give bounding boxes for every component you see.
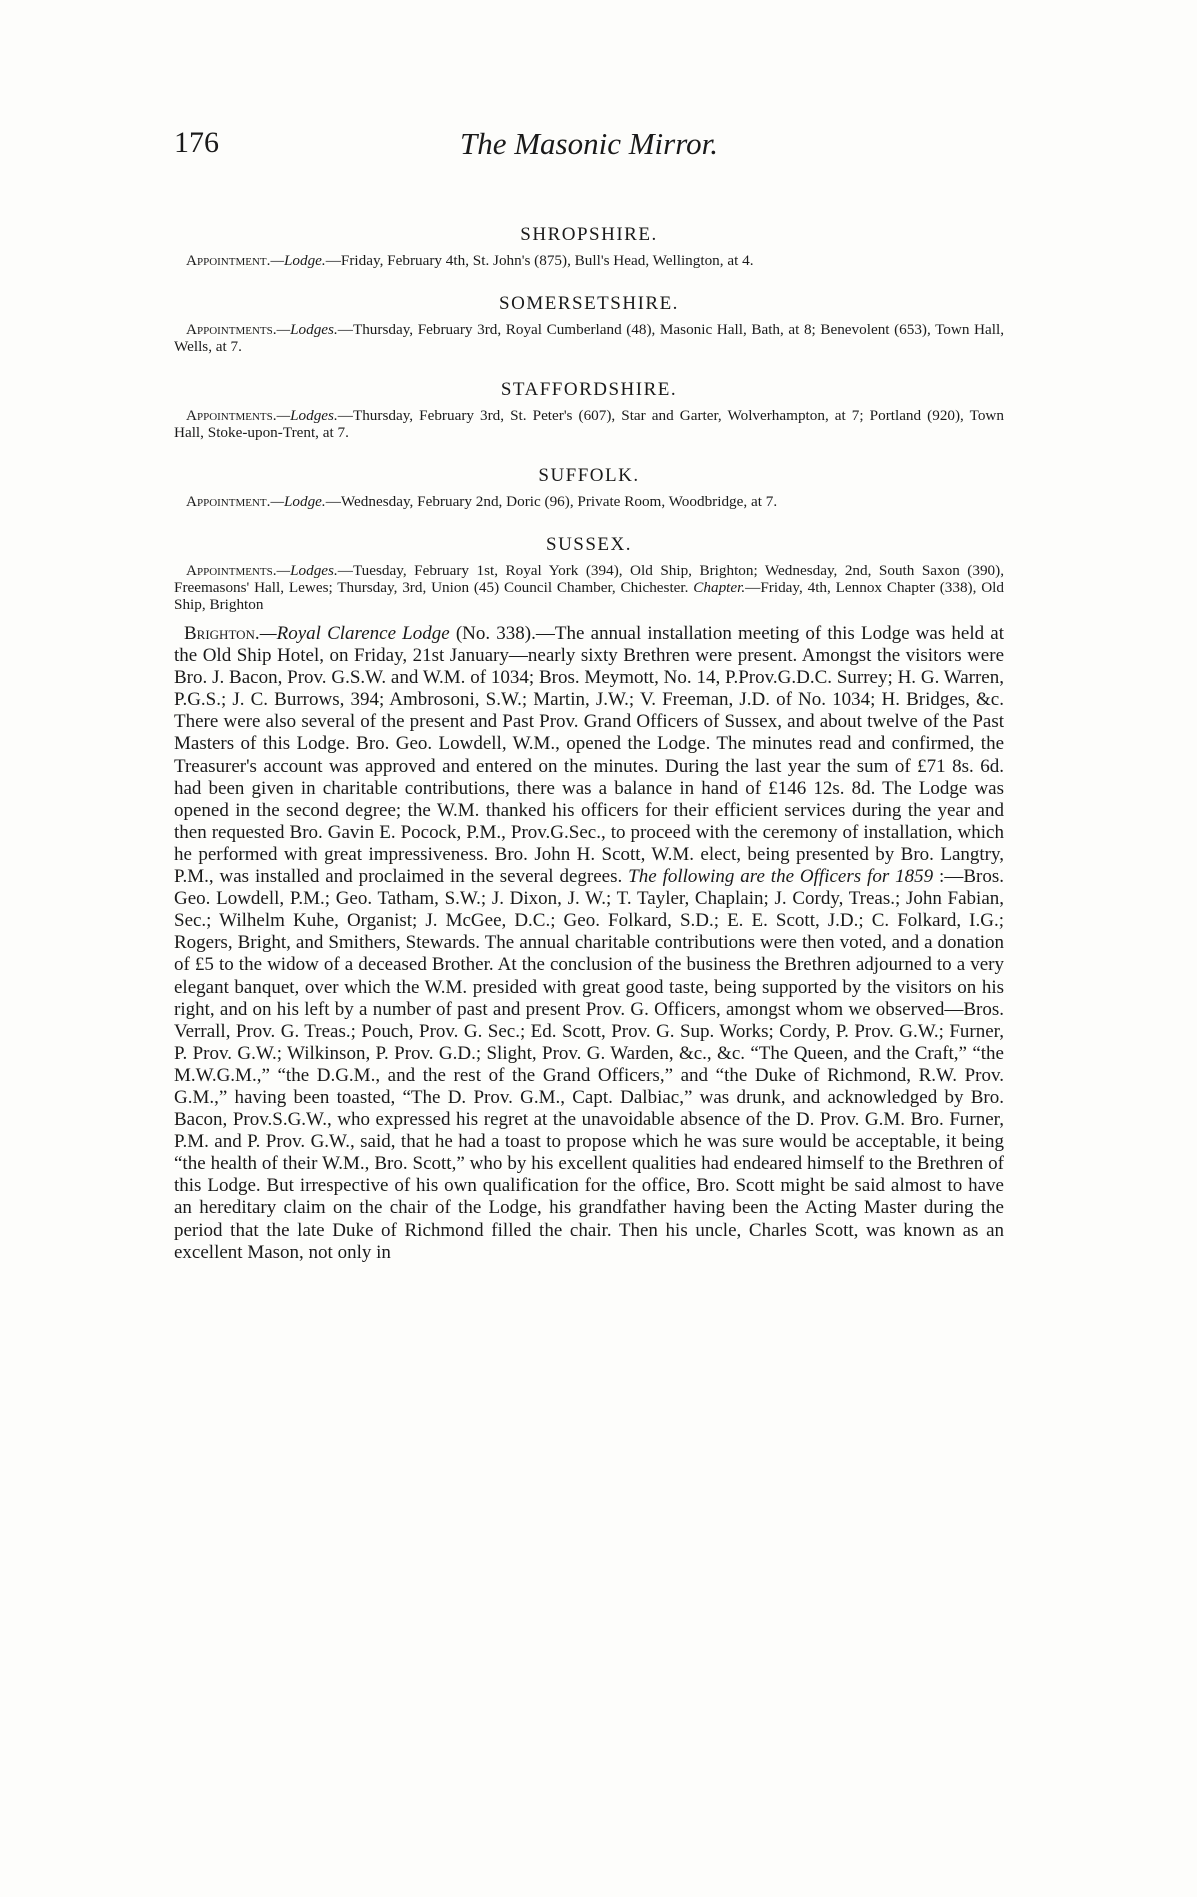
appointment-kind: —Lodges. bbox=[276, 562, 338, 579]
report-officers-intro: The following are the Officers for 1859 bbox=[628, 866, 934, 888]
section-heading: SHROPSHIRE. bbox=[520, 224, 658, 245]
appointment-kind: —Lodge. bbox=[270, 493, 326, 510]
appointment-label: Appointments. bbox=[186, 321, 277, 338]
section-staffordshire bbox=[174, 377, 1004, 441]
section-heading: SOMERSETSHIRE. bbox=[499, 293, 679, 314]
section-heading: SUFFOLK. bbox=[538, 465, 640, 486]
appointment-text bbox=[174, 562, 1004, 613]
section-sussex bbox=[174, 532, 1004, 613]
lodge-report bbox=[174, 623, 1004, 1264]
running-title: The Masonic Mirror. bbox=[459, 126, 719, 161]
appointment-details: —Thursday, February 3rd, Royal Cumberland (48), Masonic Hall, Bath, at 8; Benevolent (653), Town Hall, Wells, at 7. bbox=[174, 321, 1004, 355]
section-somersetshire bbox=[174, 291, 1004, 355]
report-lead: (No. 338).—The annual installation meeting of this Lodge was held at the Old Ship Hotel, on Friday, 21st January—nearly sixty Brethren were present. Amongst the visitors were Bro. J. Bacon, Prov. G.S.W. and W.M. of 1034; Bros. Meymott, No. 14, P.Prov.G.D.C. Surrey; H. G. Warren, P.G.S.; J. C. Burrows, 394; Ambrosoni, S.W.; Martin, J.W.; V. Freeman, J.D. of No. 1034; H. Bridges, &c. There were also several of the present and Past Prov. Grand Officers of Sussex, and about twelve of the Past Masters of this Lodge. Bro. Geo. Lowdell, W.M., opened the Lodge. The minutes read and confirmed, the Treasurer's account was approved and entered on the minutes. During the last year the sum of £71 8s. 6d. had been given in charitable contributions, there was a balance in hand of £146 12s. 8d. The Lodge was opened in the second degree; the W.M. thanked his officers for their efficient services during the year and then requested Bro. Gavin E. Pocock, P.M., Prov.G.Sec., to proceed with the ceremony of installation, which he performed with great impressiveness. Bro. John H. Scott, W.M. elect, being presented by Bro. Langtry, P.M., was installed and proclaimed in the several degrees. bbox=[174, 623, 1004, 888]
section-heading: SUSSEX. bbox=[546, 534, 632, 555]
section-suffolk bbox=[174, 463, 1004, 510]
appointment-text bbox=[174, 252, 1004, 269]
appointment-label: Appointments. bbox=[186, 407, 277, 424]
appointment-text bbox=[174, 407, 1004, 441]
chapter-details: —Friday, 4th, Lennox Chapter (338), Old Ship, Brighton bbox=[174, 579, 1004, 613]
appointment-details: —Wednesday, February 2nd, Doric (96), Private Room, Woodbridge, at 7. bbox=[325, 493, 778, 510]
report-lodge-name: —Royal Clarence Lodge bbox=[259, 623, 450, 644]
appointment-label: Appointment. bbox=[186, 493, 271, 510]
report-place: Brighton. bbox=[184, 623, 260, 644]
appointment-kind: —Lodges. bbox=[276, 407, 338, 424]
appointment-label: Appointments. bbox=[186, 562, 277, 579]
appointment-kind: —Lodges. bbox=[276, 321, 338, 338]
appointment-text bbox=[174, 321, 1004, 355]
appointment-label: Appointment. bbox=[186, 252, 271, 269]
page-number: 176 bbox=[174, 126, 219, 159]
page-header bbox=[174, 126, 1004, 166]
page-content bbox=[174, 222, 1004, 1264]
appointment-details: —Thursday, February 3rd, St. Peter's (607), Star and Garter, Wolverhampton, at 7; Portland (920), Town Hall, Stoke-upon-Trent, at 7. bbox=[174, 407, 1004, 441]
section-heading: STAFFORDSHIRE. bbox=[500, 379, 678, 400]
section-shropshire bbox=[174, 222, 1004, 269]
appointment-text bbox=[174, 493, 1004, 510]
appointment-details: —Tuesday, February 1st, Royal York (394), Old Ship, Brighton; Wednesday, 2nd, South Saxon (390), Freemasons' Hall, Lewes; Thursday, 3rd, Union (45) Council Chamber, Chichester. bbox=[174, 562, 1004, 596]
chapter-kind: Chapter. bbox=[693, 579, 746, 596]
appointment-kind: —Lodge. bbox=[270, 252, 326, 269]
report-rest: :—Bros. Geo. Lowdell, P.M.; Geo. Tatham, S.W.; J. Dixon, J. W.; T. Tayler, Chaplain; J. Cordy, Treas.; John Fabian, Sec.; Wilhelm Kuhe, Organist; J. McGee, D.C.; Geo. Folkard, S.D.; E. E. Scott, J.D.; C. Folkard, I.G.; Rogers, Bright, and Smithers, Stewards. The annual charitable contributions were then voted, and a donation of £5 to the widow of a deceased Brother. At the conclusion of the business the Brethren adjourned to a very elegant banquet, over which the W.M. presided with great good taste, being supported by the visitors on his right, and on his left by a number of past and present Prov. G. Officers, amongst whom we observed—Bros. Verrall, Prov. G. Treas.; Pouch, Prov. G. Sec.; Ed. Scott, Prov. G. Sup. Works; Cordy, P. Prov. G.W.; Furner, P. Prov. G.W.; Wilkinson, P. Prov. G.D.; Slight, Prov. G. Warden, &c., &c. “The Queen, and the Craft,” “the M.W.G.M.,” “the D.G.M., and the rest of the Grand Officers,” and “the Duke of Richmond, R.W. Prov. G.M.,” having been toasted, “The D. Prov. G.M., Capt. Dalbiac,” was drunk, and acknowledged by Bro. Bacon, Prov.S.G.W., who expressed his regret at the unavoidable absence of the D. Prov. G.M. Bro. Furner, P.M. and P. Prov. G.W., said, that he had a toast to propose which he was sure would be acceptable, it being “the health of their W.M., Bro. Scott,” who by his excellent qualities had endeared himself to the Brethren of this Lodge. But irrespective of his own qualification for the office, Bro. Scott might be said almost to have an hereditary claim on the chair of the Lodge, his grandfather having been the Acting Master during the period that the late Duke of Richmond filled the chair. Then his uncle, Charles Scott, was known as an excellent Mason, not only in bbox=[174, 866, 1004, 1263]
appointment-details: —Friday, February 4th, St. John's (875), Bull's Head, Wellington, at 4. bbox=[325, 252, 754, 269]
